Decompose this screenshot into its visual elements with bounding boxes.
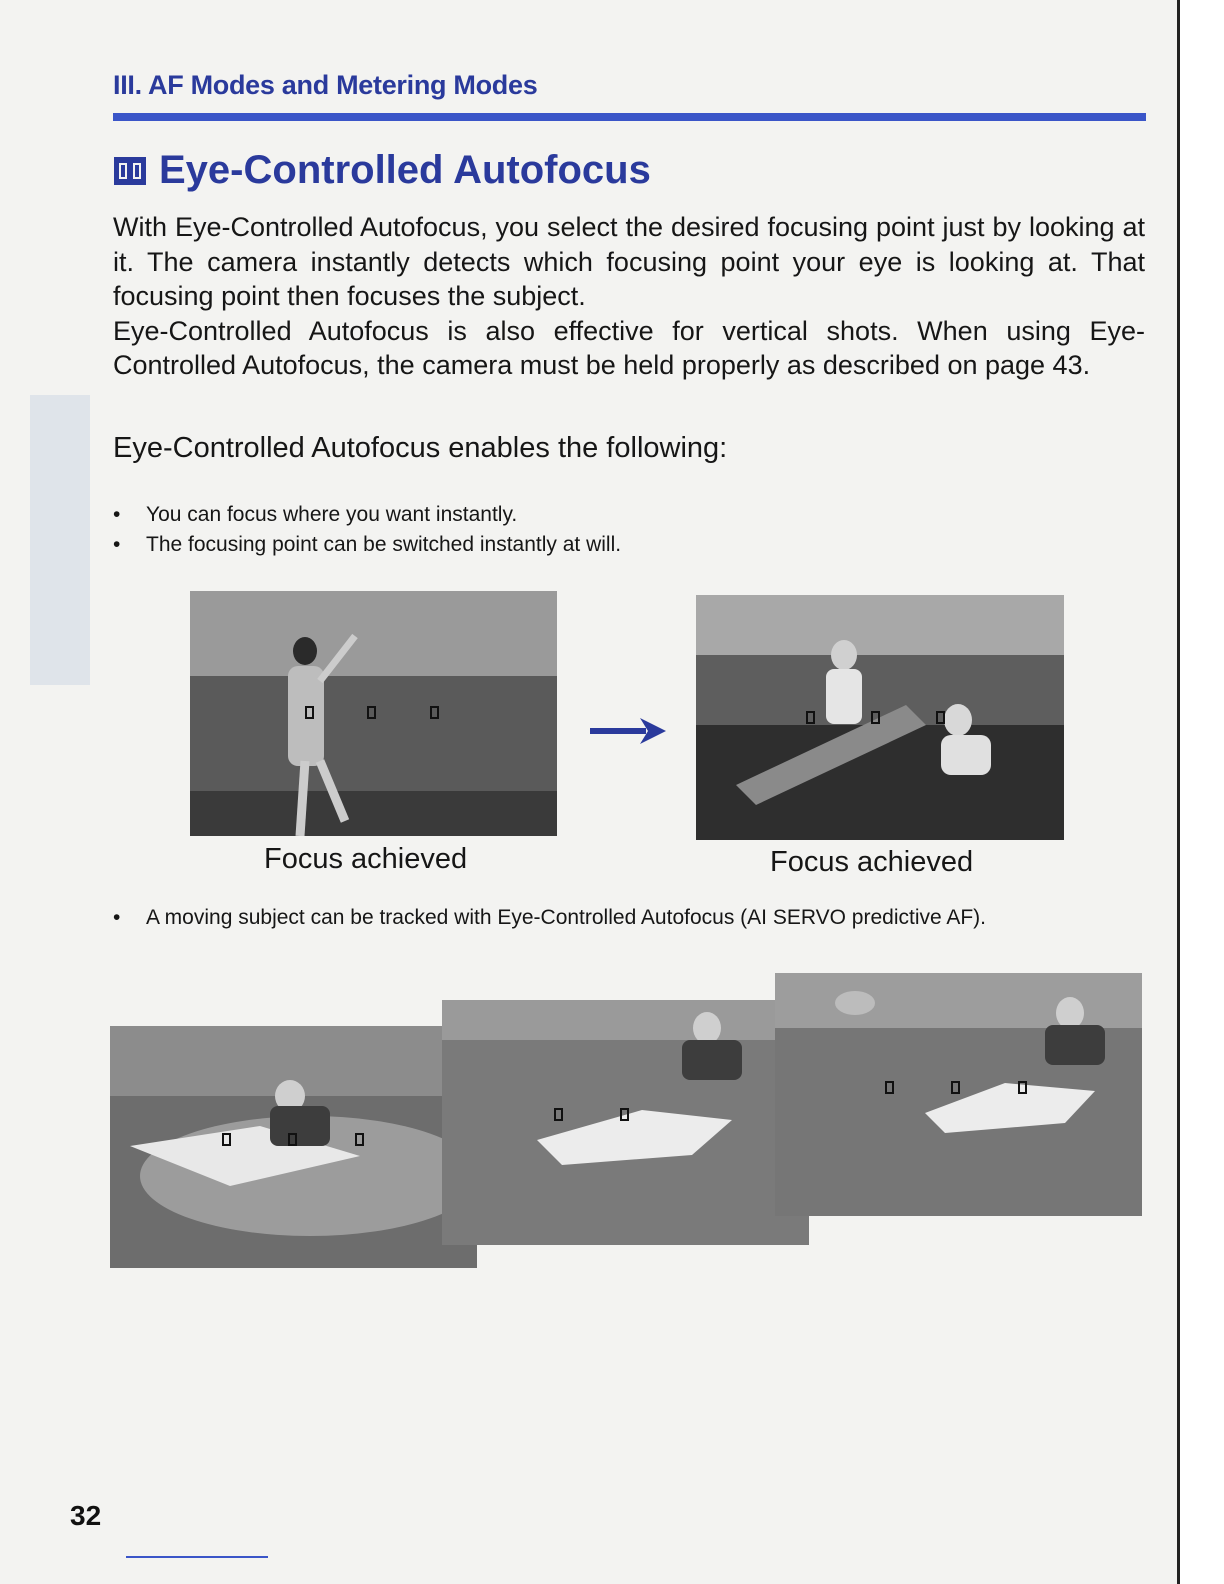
photo-jetski-1 bbox=[110, 1026, 477, 1268]
page-heading bbox=[113, 148, 651, 193]
photo-woman-beach bbox=[190, 591, 557, 836]
list-item: • A moving subject can be tracked with Eye-Controlled Autofocus (AI SERVO predictive AF). bbox=[113, 906, 986, 930]
feature-lead: Eye-Controlled Autofocus enables the following: bbox=[113, 432, 728, 464]
paragraph-2: Eye-Controlled Autofocus is also effective for vertical shots. When using Eye-Controlled Autofocus, the camera must be held properly as described on page 43. bbox=[113, 315, 1145, 380]
af-point-marker bbox=[288, 1133, 297, 1146]
af-point-marker bbox=[806, 711, 815, 724]
arrow-right-icon bbox=[588, 716, 668, 746]
page-edge-tab bbox=[30, 395, 90, 685]
photo-jetski-2 bbox=[442, 1000, 809, 1245]
intro-text bbox=[113, 210, 1145, 383]
tracking-note bbox=[113, 906, 986, 930]
af-point-marker bbox=[554, 1108, 563, 1121]
af-point-marker bbox=[620, 1108, 629, 1121]
section-title: III. AF Modes and Metering Modes bbox=[113, 70, 538, 100]
caption-left: Focus achieved bbox=[264, 843, 468, 875]
page-title: Eye-Controlled Autofocus bbox=[159, 148, 651, 192]
af-point-marker bbox=[367, 706, 376, 719]
paragraph-1: With Eye-Controlled Autofocus, you select the desired focusing point just by looking at it. The camera instantly detects which focusing point your eye is looking at. That focusing point then focuses the subject. bbox=[113, 212, 1145, 311]
caption-right: Focus achieved bbox=[770, 846, 974, 878]
af-point-marker bbox=[936, 711, 945, 724]
page-number: 32 bbox=[70, 1500, 102, 1531]
af-point-marker bbox=[951, 1081, 960, 1094]
af-point-marker bbox=[222, 1133, 231, 1146]
feature-list bbox=[113, 500, 621, 560]
af-point-marker bbox=[355, 1133, 364, 1146]
photo-jetski-3 bbox=[775, 973, 1142, 1216]
af-point-marker bbox=[430, 706, 439, 719]
section-divider bbox=[113, 113, 1146, 121]
eye-control-icon bbox=[113, 154, 147, 188]
photo-car-passengers bbox=[696, 595, 1064, 840]
list-item: • The focusing point can be switched instantly at will. bbox=[113, 530, 621, 560]
af-point-marker bbox=[305, 706, 314, 719]
list-item: • You can focus where you want instantly. bbox=[113, 500, 621, 530]
footer-rule bbox=[126, 1556, 268, 1558]
af-point-marker bbox=[885, 1081, 894, 1094]
af-point-marker bbox=[1018, 1081, 1027, 1094]
af-point-marker bbox=[871, 711, 880, 724]
